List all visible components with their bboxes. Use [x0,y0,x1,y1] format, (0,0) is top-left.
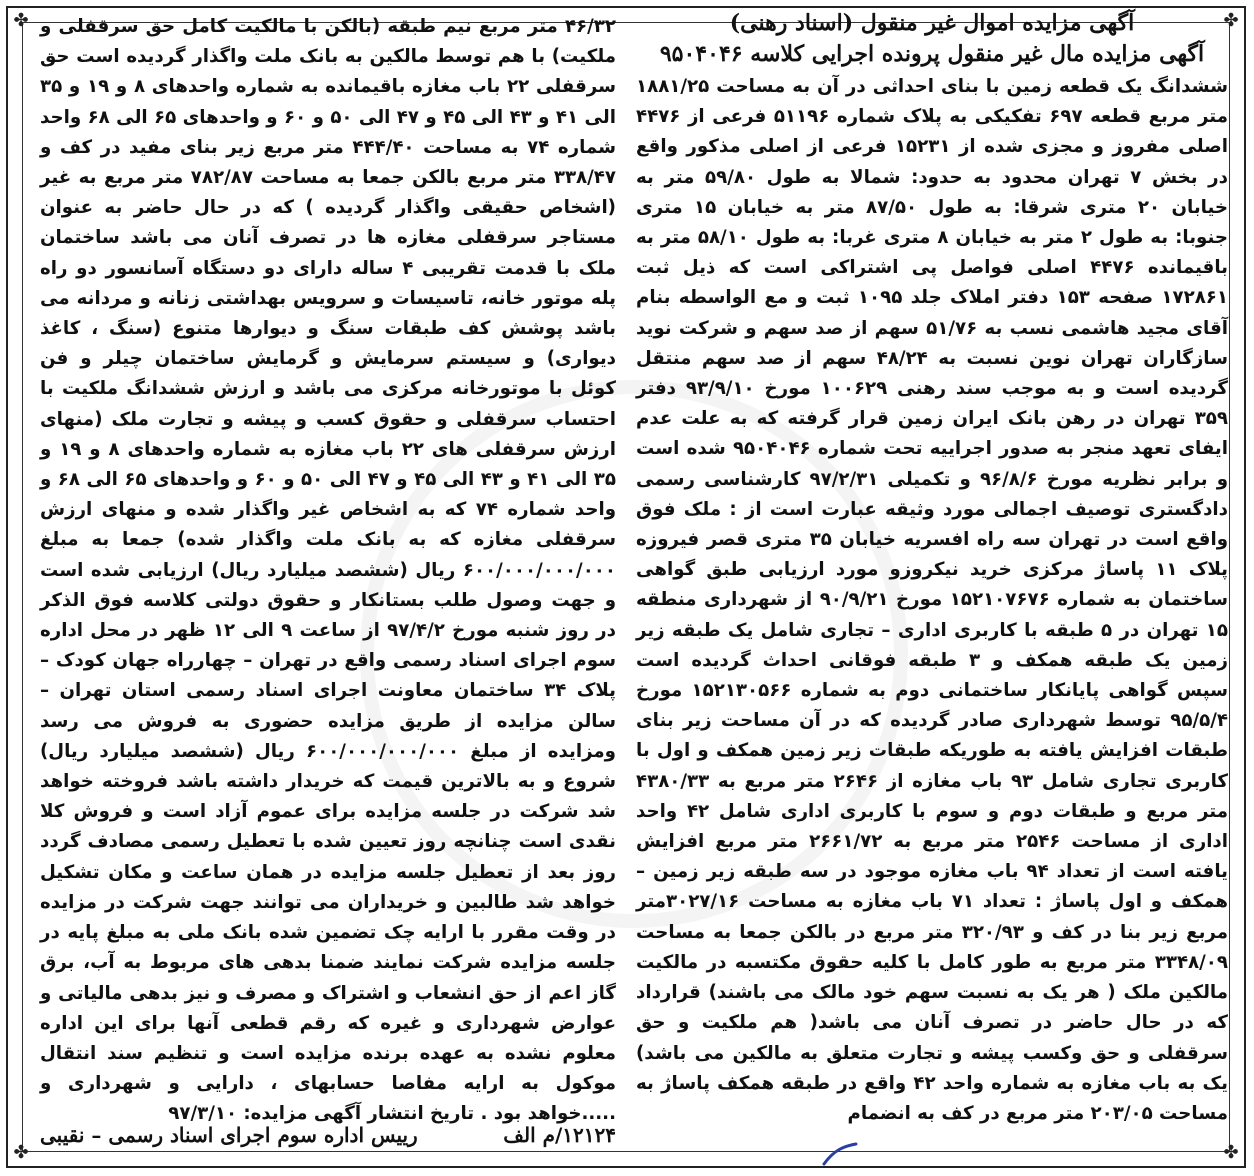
ornament-corner-icon: ✤ [1223,1142,1239,1163]
left-column-text: ۴۶/۳۲ متر مربع نیم طبقه (بالکن با مالکیت کامل حق سرقفلی و ملکیت) با هم توسط مالکین به بانک ملت واگذار گردیده است حق سرقفلی ۲۲ باب مغازه باقیمانده به شماره واحدهای ۸ و ۱۹ و ۳۵ الی ۴۱ و ۴۳ الی ۴۵ و ۴۷ الی ۵۰ و ۶۰ و واحدهای ۶۵ الی ۶۸ واحد شماره ۷۴ به مساحت ۴۴۴/۴۰ متر مربع زیر بنای مفید در کف و ۳۳۸/۴۷ متر مربع بالکن جمعا به مساحت ۷۸۲/۸۷ متر مربع به غیر (اشخاص حقیقی واگذار گردیده ) که در حال حاضر به عنوان مستاجر سرقفلی مغازه ها در تصرف آنان می باشد ساختمان ملک با قدمت تقریبی ۴ ساله دارای دو دستگاه آسانسور دو راه پله موتور خانه، تاسیسات و سرویس بهداشتی زنانه و مردانه می باشد پوشش کف طبقات سنگ و دیوارها متنوع (سنگ ، کاغذ دیواری) و سیستم سرمایش و گرمایش ساختمان چیلر و فن کوئل با موتورخانه مرکزی می باشد و ارزش ششدانگ ملکیت با احتساب سرقفلی و حقوق کسب و پیشه و تجارت ملک (منهای ارزش سرقفلی های ۲۲ باب مغازه به شماره واحدهای ۸ و ۱۹ و ۳۵ الی ۴۱ و ۴۳ الی ۴۵ و ۴۷ الی ۵۰ و ۶۰ و واحدهای ۶۵ الی ۶۸ و واحد شماره ۷۴ که به اشخاص غیر واگذار شده و منهای ارزش سرقفلی مغازه که به بانک ملت واگذار شده) جمعا به مبلغ ۶۰۰/۰۰۰/۰۰۰/۰۰۰ ریال (ششصد میلیارد ریال) ارزیابی شده است و جهت وصول طلب بستانکار و حقوق دولتی کلاسه فوق الذکر در روز شنبه مورخ ۹۷/۴/۲ از ساعت ۹ الی ۱۲ ظهر در محل اداره سوم اجرای اسناد رسمی واقع در تهران – چهارراه جهان کودک – پلاک ۳۴ ساختمان معاونت اجرای اسناد رسمی استان تهران – سالن مزایده از طریق مزایده حضوری به فروش می رسد ومزایده از مبلغ ۶۰۰/۰۰۰/۰۰۰/۰۰۰ ریال (ششصد میلیارد ریال) شروع و به بالاترین قیمت که خریدار داشته باشد فروخته خواهد شد شرکت در جلسه مزایده برای عموم آزاد است و فروش کلا نقدی است چنانچه روز تعیین شده با تعطیل رسمی مصادف گردد روز بعد از تعطیل جلسه مزایده در همان ساعت و مکان تشکیل خواهد شد طالبین و خریداران می توانند جهت شرکت در مزایده در وقت مقرر با ارایه چک تضمین شده بانک ملی به مبلغ پایه در جلسه مزایده شرکت نمایند ضمنا بدهی های مربوط به آب، برق گاز اعم از حق انشعاب و اشتراک و مصرف و نیز بدهی مالیاتی و عوارض شهرداری و غیره که رقم قطعی آنها برای این اداره معلوم نشده به عهده برنده مزایده است و تنظیم سند انتقال موکول به ارایه مفاصا حسابهای ، دارایی و شهرداری و .....خواهد بود . تاریخ انتشار آگهی مزایده: ۹۷/۳/۱۰ [40,16,617,1125]
ad-title-case: آگهی مزایده مال غیر منقول پرونده اجرایی کلاسه ۹۵۰۴۰۴۶ [659,41,1205,67]
pen-stroke-icon [820,1140,860,1170]
ornament-corner-icon: ✤ [1223,10,1239,31]
ornament-corner-icon: ✤ [13,1142,29,1163]
left-column [40,12,616,1130]
ornament-corner-icon: ✤ [13,10,29,31]
ad-title-main: آگهی مزایده اموال غیر منقول (اسناد رهنی) [729,10,1135,36]
right-column-text: ششدانگ یک قطعه زمین با بنای احداثی در آن به مساحت ۱۸۸۱/۲۵ متر مربع قطعه ۶۹۷ تفکیکی به پلاک شماره ۵۱۱۹۶ فرعی از ۴۴۷۶ اصلی مفروز و مجزی شده از ۱۵۲۳۱ فرعی از اصلی مذکور واقع در بخش ۷ تهران محدود به حدود: شمالا به طول ۵۹/۸۰ متر به خیابان ۲۰ متری شرقا: به طول ۸۷/۵۰ متر به خیابان ۱۵ متری جنوبا: به طول ۲ متر به خیابان ۸ متری غربا: به طول ۵۸/۱۰ متر به باقیمانده ۴۴۷۶ اصلی فواصل پی اشتراکی است که ذیل ثبت ۱۷۲۸۶۱ صفحه ۱۵۳ دفتر املاک جلد ۱۰۹۵ ثبت و مع الواسطه بنام آقای مجید هاشمی نسب به ۵۱/۷۶ سهم از صد سهم و شرکت نوید سازگاران تهران نوین نسبت به ۴۸/۲۴ سهم از صد سهم منتقل گردیده است و به موجب سند رهنی ۱۰۰۶۲۹ مورخ ۹۳/۹/۱۰ دفتر ۳۵۹ تهران در رهن بانک ایران زمین قرار گرفته که به علت عدم ایفای تعهد منجر به صدور اجراییه تحت شماره ۹۵۰۴۰۴۶ شده است و برابر نظریه مورخ ۹۶/۸/۶ و تکمیلی ۹۷/۲/۳۱ کارشناسی رسمی دادگستری توصیف اجمالی مورد وثیقه عبارت است از : ملک فوق واقع است در تهران سه راه افسریه خیابان ۳۵ متری قصر فیروزه پلاک ۱۱ پاساژ مرکزی خرید نیکروزو مورد ارزیابی طبق گواهی ساختمان به شماره ۱۵۲۱۰۷۶۷۶ مورخ ۹۰/۹/۲۱ از شهرداری منطقه ۱۵ تهران در ۵ طبقه با کاربری اداری – تجاری شامل یک طبقه زیر زمین یک طبقه همکف و ۳ طبقه فوقانی احداث گردیده است سپس گواهی پایانکار ساختمانی دوم به شماره ۱۵۲۱۳۰۵۶۶ مورخ ۹۵/۵/۴ توسط شهرداری صادر گردیده که در آن مساحت زیر بنای طبقات افزایش یافته به طوریکه طبقات زیر زمین همکف و اول با کاربری تجاری شامل ۹۳ باب مغازه از ۲۶۴۶ متر مربع به ۴۳۸۰/۳۳ متر مربع و طبقات دوم و سوم با کاربری اداری شامل ۴۲ واحد اداری از مساحت ۲۵۴۶ متر مربع به ۲۶۶۱/۷۲ متر مربع افزایش یافته است از تعداد ۹۴ باب مغازه موجود در سه طبقه زیر زمین – همکف و اول پاساژ : تعداد ۷۱ باب مغازه به مساحت ۳۰۲۷/۱۶متر مربع زیر بنا در کف و ۳۲۰/۹۳ متر مربع در بالکن جمعا به مساحت ۳۳۴۸/۰۹ متر مربع به طور کامل با کلیه حقوق مکتسبه در مالکیت مالکین ملک ( هر یک به نسبت سهم خود مالک می باشند) قرارداد که در حال حاضر در تصرف آنان می باشد( هم ملکیت و حق سرقفلی و حق وکسب پیشه و تجارت متعلق به مالکین می باشد) یک به باب مغازه به شماره واحد ۴۲ واقع در طبقه همکف پاساژ به مساحت ۲۰۳/۰۵ متر مربع در کف به انضمام [636,76,1229,1124]
ad-signature: رییس اداره سوم اجرای اسناد رسمی – نقیبی [40,1123,418,1147]
ad-footer [40,1120,616,1150]
ad-reference-code: ۱۲۱۲۴/م الف [503,1123,616,1147]
right-column [636,8,1228,1129]
